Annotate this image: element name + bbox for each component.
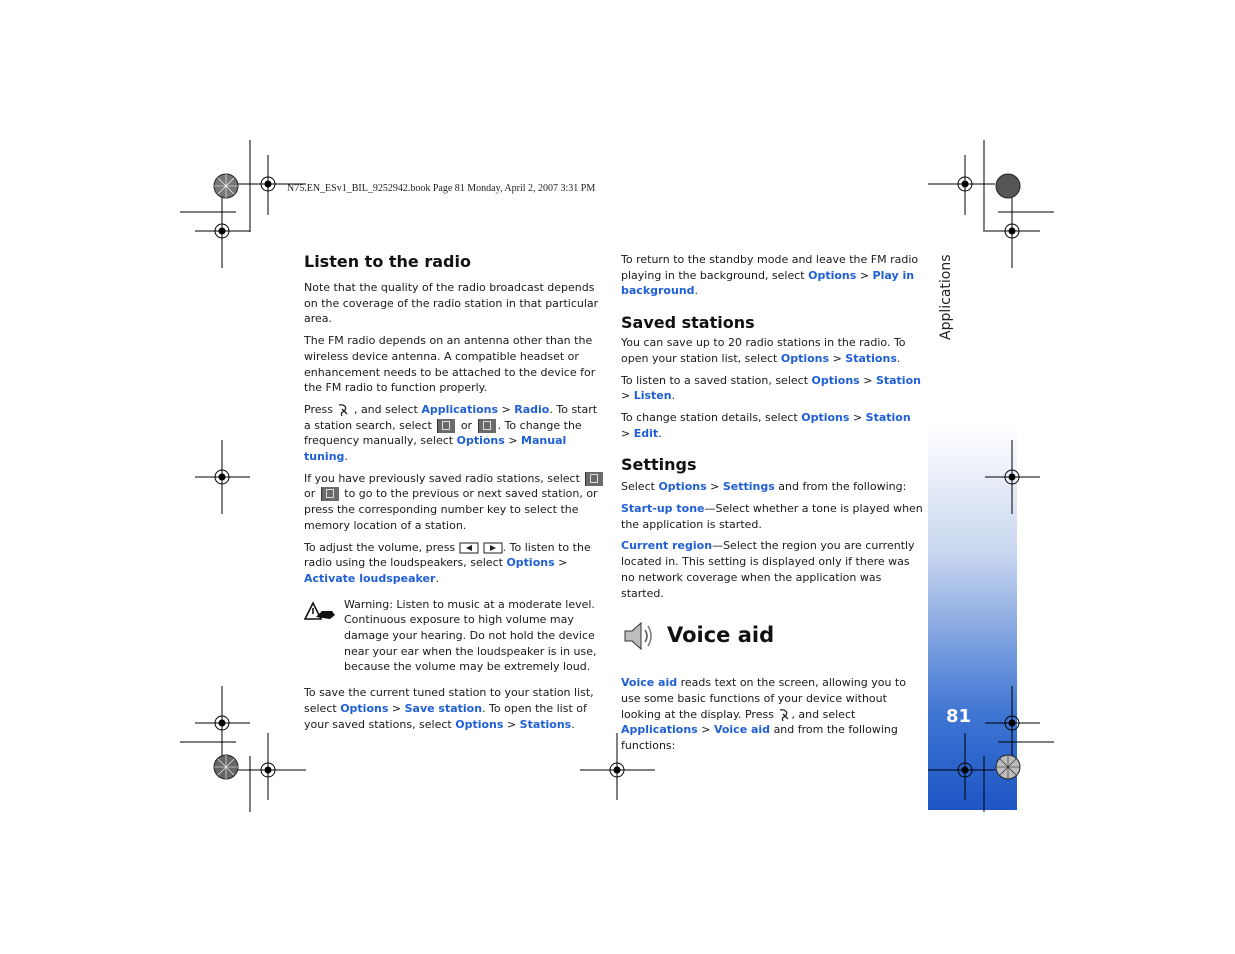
volume-keys-icon <box>459 541 503 555</box>
listen-radio-heading: Listen to the radio <box>304 252 471 271</box>
voice-aid-header <box>621 619 923 653</box>
speaker-icon <box>621 619 655 653</box>
radio-quality-paragraph: Note that the quality of the radio broadcast depends on the coverage of the radio station in that particular area. <box>304 281 599 326</box>
startup-tone-paragraph: Start-up tone—Select whether a tone is played when the application is started. <box>621 502 923 531</box>
radio-link[interactable]: Radio <box>514 402 550 416</box>
search-up-icon <box>478 419 496 433</box>
right-column <box>621 252 923 760</box>
listen-link[interactable]: Listen <box>633 389 672 403</box>
menu-key-icon <box>336 403 350 417</box>
listen-saved-paragraph: To listen to a saved station, select Options > Station > Listen. <box>621 373 921 403</box>
manual-tuning-link[interactable]: Manual tuning <box>304 434 567 464</box>
voice-aid-heading: Voice aid <box>667 623 775 648</box>
print-header: N75.EN_ESv1_BIL_9252942.book Page 81 Monday, April 2, 2007 3:31 PM <box>287 183 596 194</box>
settings-heading: Settings <box>621 455 697 475</box>
activate-loudspeaker-link[interactable]: Activate loudspeaker <box>304 571 436 585</box>
play-in-background-link[interactable]: Play in background <box>621 268 915 298</box>
radio-antenna-paragraph: The FM radio depends on an antenna other than the wireless device antenna. A compatible headset or enhancement needs to be attached to the device for the FM radio to function properly. <box>304 334 596 395</box>
startup-tone-link[interactable]: Start-up tone <box>621 502 705 516</box>
current-region-paragraph: Current region—Select the region you are currently located in. This setting is displayed only if there was no network coverage when the application was started. <box>621 539 915 600</box>
saved-stations-paragraph: You can save up to 20 radio stations in the radio. To open your station list, select Options > Stations. <box>621 336 906 365</box>
page-number: 81 <box>946 706 972 727</box>
warning-note <box>304 597 606 676</box>
volume-paragraph: To adjust the volume, press . To listen to the radio using the loudspeakers, select Options > Activate loudspeaker. <box>304 540 591 585</box>
applications-link[interactable]: Applications <box>621 723 698 737</box>
section-label: Applications <box>938 254 954 340</box>
previous-station-icon <box>321 487 339 501</box>
settings-intro-paragraph: Select Options > Settings and from the following: <box>621 480 907 494</box>
options-link[interactable]: Options <box>658 480 707 494</box>
edit-link[interactable]: Edit <box>633 426 659 440</box>
station-link[interactable]: Station <box>865 410 911 424</box>
options-link[interactable]: Options <box>801 410 850 424</box>
options-link[interactable]: Options <box>506 556 555 570</box>
settings-link[interactable]: Settings <box>722 480 775 494</box>
start-radio-paragraph: Press , and select Applications > Radio. To start a station search, select or . To change the frequency manually, select Options > Manual tuning. <box>304 402 598 464</box>
stations-link[interactable]: Stations <box>845 351 897 365</box>
search-down-icon <box>437 419 455 433</box>
voice-aid-link[interactable]: Voice aid <box>621 676 678 690</box>
saved-stations-heading: Saved stations <box>621 313 755 333</box>
options-link[interactable]: Options <box>780 351 830 365</box>
next-station-icon <box>585 472 603 486</box>
options-link[interactable]: Options <box>808 268 857 282</box>
standby-paragraph: To return to the standby mode and leave the FM radio playing in the background, select Options > Play in background. <box>621 253 919 298</box>
save-station-paragraph: To save the current tuned station to your station list, select Options > Save station. To open the list of your saved stations, select Options > Stations. <box>304 686 594 731</box>
options-link[interactable]: Options <box>455 717 504 731</box>
warning-hand-icon <box>304 599 336 621</box>
applications-link[interactable]: Applications <box>421 402 499 416</box>
options-link[interactable]: Options <box>456 434 505 448</box>
saved-stations-nav-paragraph: If you have previously saved radio stations, select or to go to the previous or next saved station, or press the corresponding number key to select the memory location of a station. <box>304 471 606 534</box>
warning-text: Warning: Listen to music at a moderate level. Continuous exposure to high volume may damage your hearing. Do not hold the device near your ear when the loudspeaker is in use, because the volume may be extremely loud. <box>344 597 597 674</box>
voice-aid-menu-link[interactable]: Voice aid <box>713 723 771 737</box>
menu-key-icon <box>777 708 791 722</box>
station-link[interactable]: Station <box>875 373 921 387</box>
edit-station-paragraph: To change station details, select Options > Station > Edit. <box>621 410 911 440</box>
save-station-link[interactable]: Save station <box>404 701 483 715</box>
current-region-link[interactable]: Current region <box>621 539 713 553</box>
stations-link[interactable]: Stations <box>519 717 572 731</box>
left-column <box>304 252 606 738</box>
options-link[interactable]: Options <box>811 373 860 387</box>
voice-aid-paragraph: Voice aid reads text on the screen, allowing you to use some basic functions of your device without looking at the display. Press , and select Applications > Voice aid and from the following functions: <box>621 676 906 753</box>
options-link[interactable]: Options <box>340 701 389 715</box>
